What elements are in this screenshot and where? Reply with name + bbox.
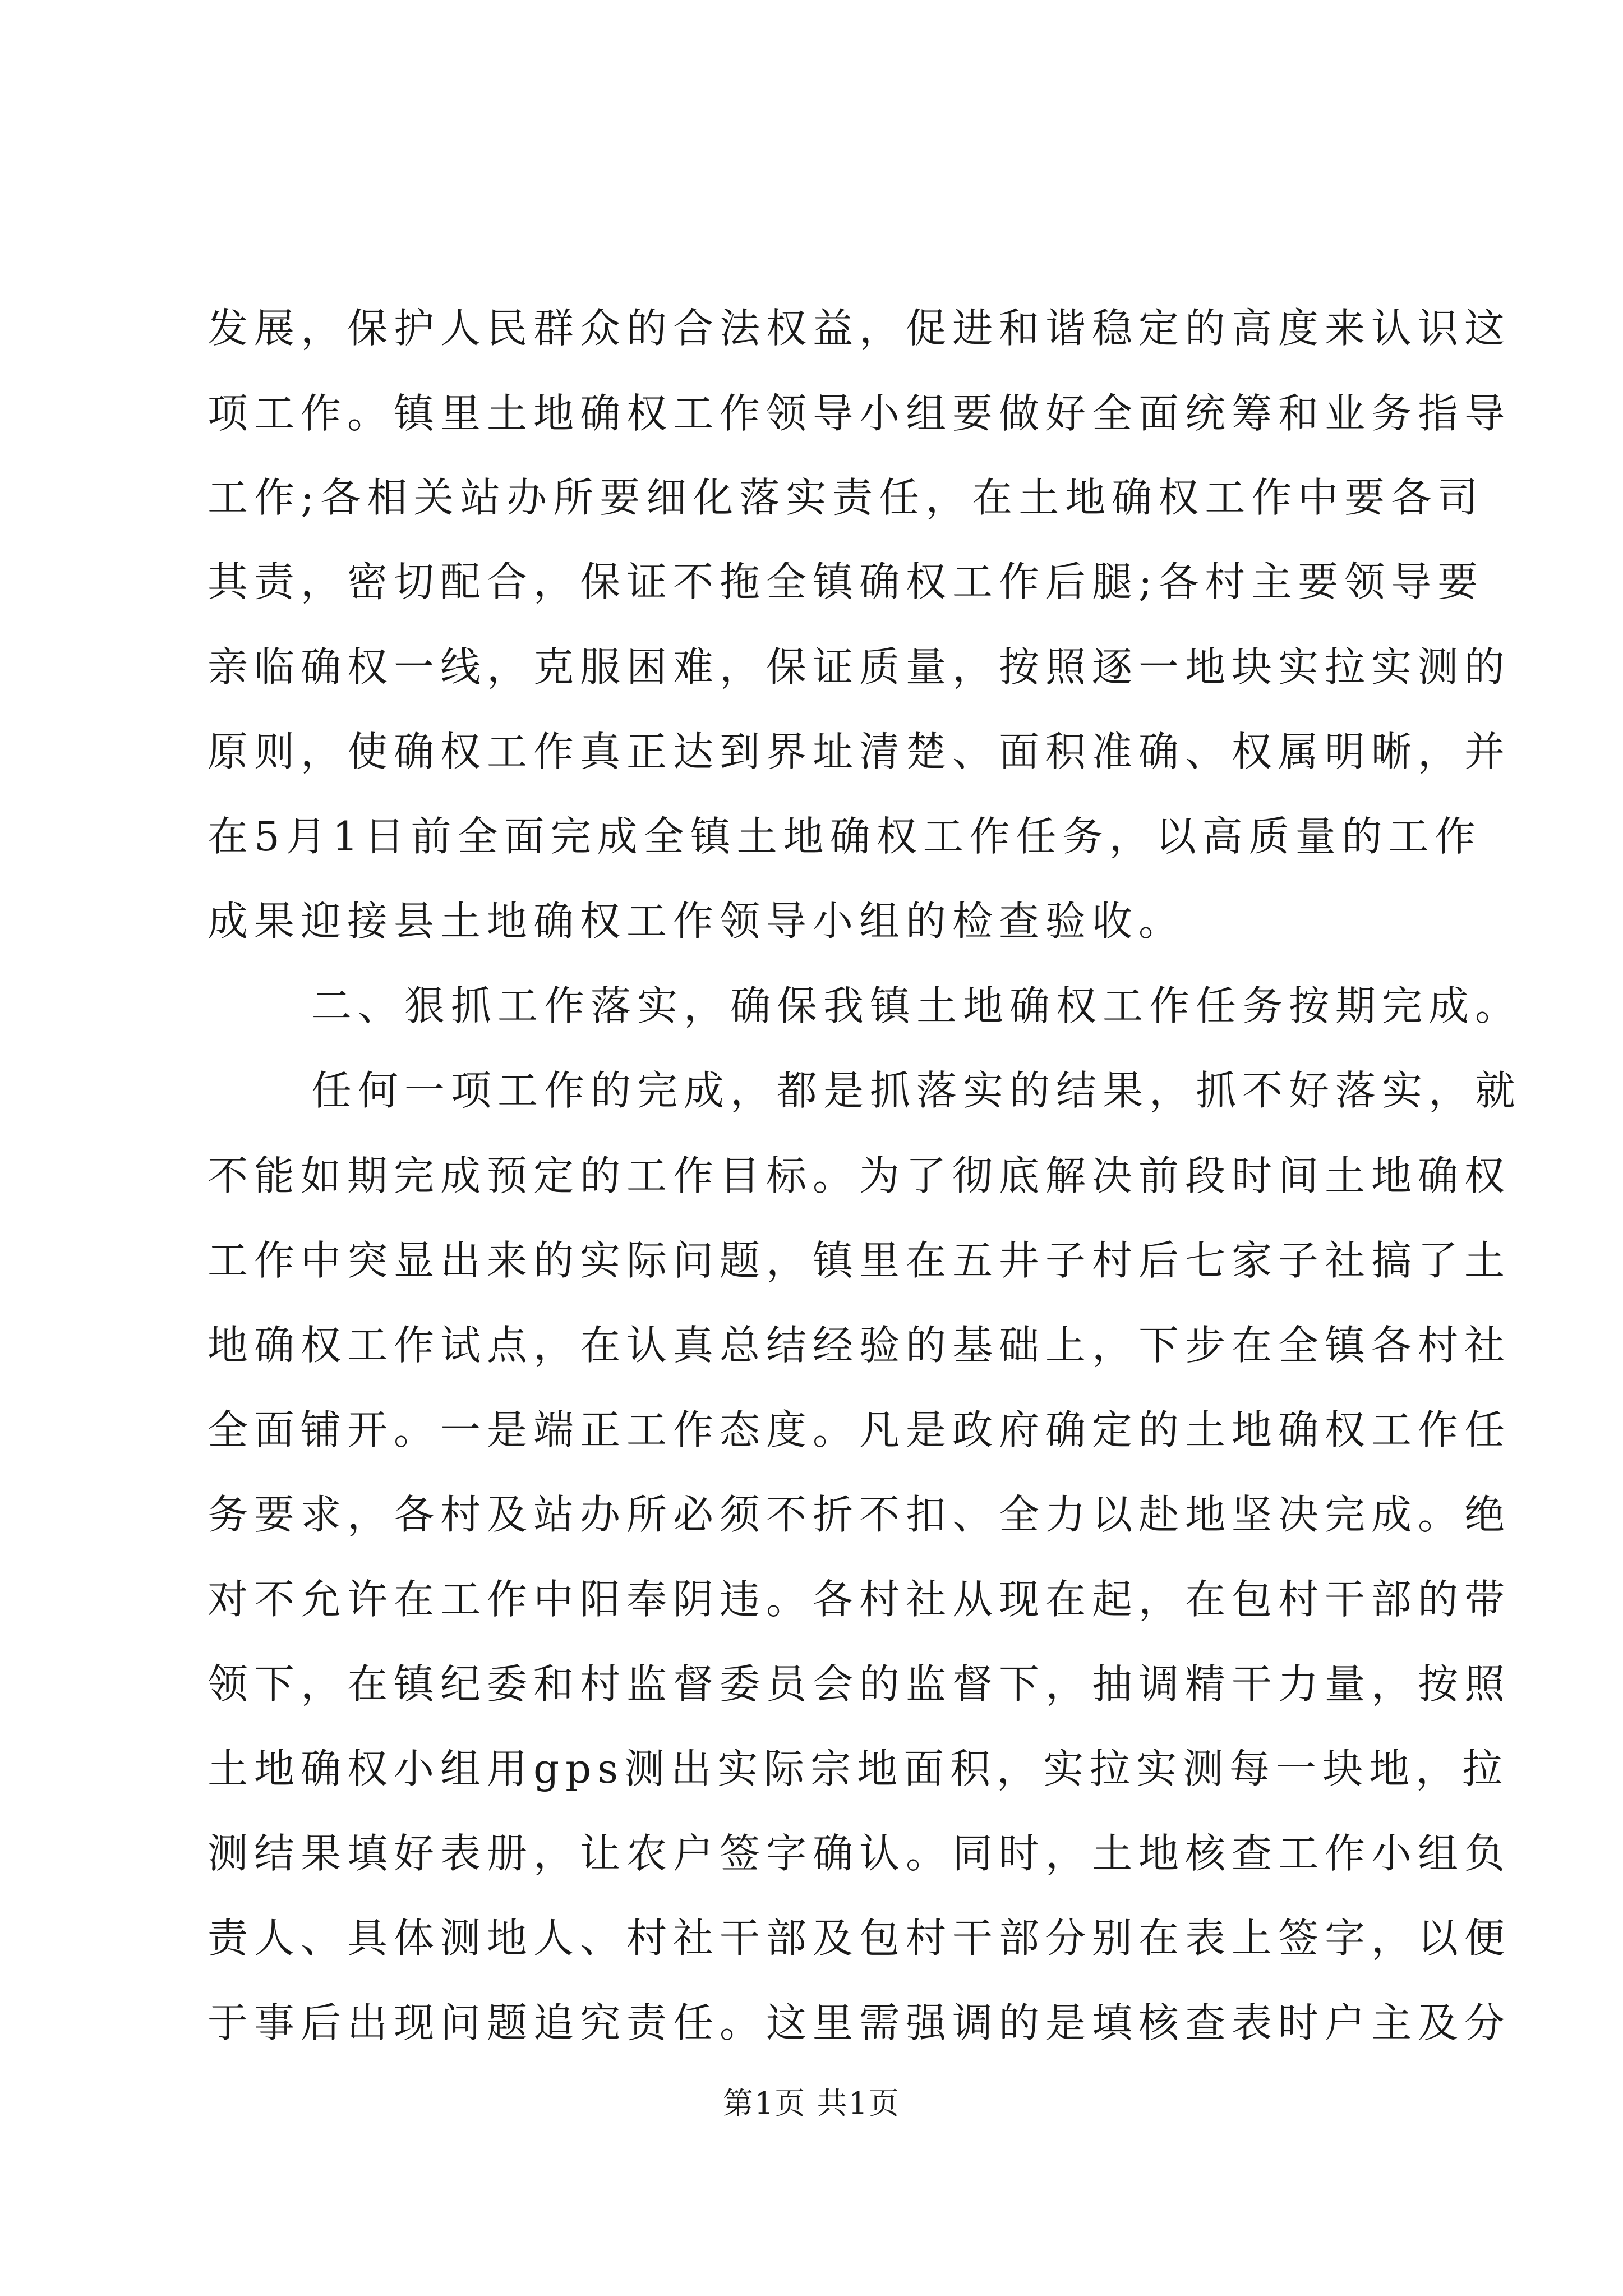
text-line: 其责，密切配合，保证不拖全镇确权工作后腿;各村主要领导要 [208, 558, 1484, 605]
text-line: 工作;各相关站办所要细化落实责任，在土地确权工作中要各司 [208, 474, 1484, 521]
text-line: 地确权工作试点，在认真总结经验的基础上，下步在全镇各村社 [208, 1322, 1511, 1369]
section-heading: 二、狠抓工作落实，确保我镇土地确权工作任务按期完成。 [311, 982, 1522, 1029]
text-line: 原则，使确权工作真正达到界址清楚、面积准确、权属明晰，并 [208, 728, 1511, 775]
text-line: 领下，在镇纪委和村监督委员会的监督下，抽调精干力量，按照 [208, 1660, 1511, 1708]
text-line: 任何一项工作的完成，都是抓落实的结果，抓不好落实，就 [311, 1067, 1522, 1114]
text-line: 务要求，各村及站办所必须不折不扣、全力以赴地坚决完成。绝 [208, 1491, 1511, 1538]
text-line: 测结果填好表册，让农户签字确认。同时，土地核查工作小组负 [208, 1830, 1511, 1877]
text-line: 工作中突显出来的实际问题，镇里在五井子村后七家子社搞了土 [208, 1237, 1511, 1284]
text-line: 于事后出现问题追究责任。这里需强调的是填核查表时户主及分 [208, 1999, 1511, 2046]
text-line: 对不允许在工作中阳奉阴违。各村社从现在起，在包村干部的带 [208, 1576, 1511, 1623]
page-number-footer: 第1页 共1页 [723, 2086, 900, 2121]
text-line: 责人、具体测地人、村社干部及包村干部分别在表上签字，以便 [208, 1915, 1511, 1962]
text-line: 亲临确权一线，克服困难，保证质量，按照逐一地块实拉实测的 [208, 643, 1511, 691]
text-line: 成果迎接县土地确权工作领导小组的检查验收。 [208, 898, 1186, 945]
text-line: 全面铺开。一是端正工作态度。凡是政府确定的土地确权工作任 [208, 1406, 1511, 1453]
text-line: 项工作。镇里土地确权工作领导小组要做好全面统筹和业务指导 [208, 390, 1511, 437]
text-line: 不能如期完成预定的工作目标。为了彻底解决前段时间土地确权 [208, 1152, 1511, 1199]
text-line: 发展，保护人民群众的合法权益，促进和谐稳定的高度来认识这 [208, 305, 1511, 352]
text-line: 在5月1日前全面完成全镇土地确权工作任务，以高质量的工作 [208, 813, 1482, 860]
text-line: 土地确权小组用gps测出实际宗地面积，实拉实测每一块地，拉 [208, 1745, 1509, 1792]
